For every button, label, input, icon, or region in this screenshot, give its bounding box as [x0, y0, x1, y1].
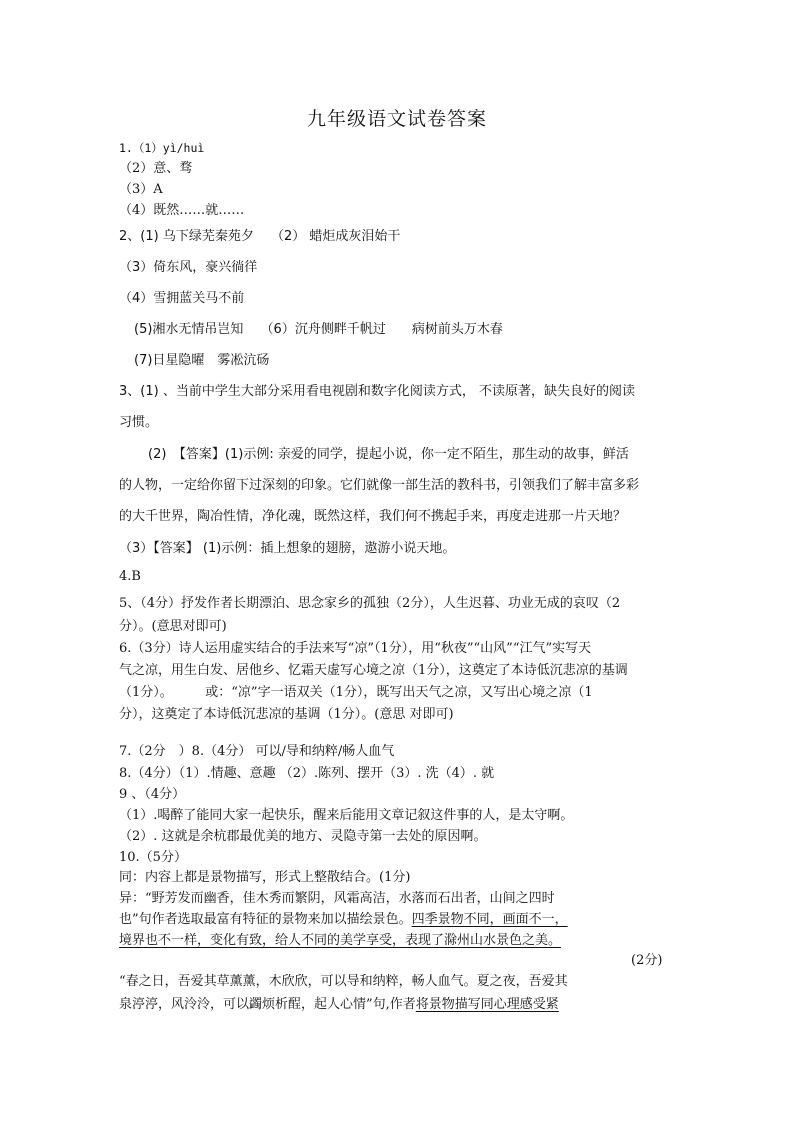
- q10-line-7: “春之日，吾爱其草薰薰，木欣欣，可以导和纳粹，畅人血气。夏之夜，吾爱其: [119, 974, 568, 989]
- q6-line-1: 6.（3分）诗人运用虚实结合的手法来写“凉”（1分），用“秋夜”“山风”“江气”实写天: [119, 641, 592, 656]
- q3-line-3: (2) 【答案】(1)示例: 亲爱的同学，提起小说，你一定不陌生，那生动的故事，鲜活: [148, 447, 629, 462]
- q10-line-8-plain: 泉渟渟，风泠泠，可以蠲烦析酲，起人心情”句,作者: [119, 997, 416, 1012]
- q2-line-4: (5)湘水无情吊岂知 （6）沉舟侧畔千帆过 病树前头万木春: [134, 322, 503, 337]
- q8-line: 8.（4分）（1）.情趣、意趣 （2）.陈列、摆开（3）. 洗（4）. 就: [119, 766, 495, 781]
- q5-line-1: 5、（4分）抒发作者长期漂泊、思念家乡的孤独（2分），人生迟暮、功业无成的哀叹（2: [119, 596, 621, 611]
- q9-line-1: 9 、（4分）: [119, 787, 186, 802]
- q10-line-5: 境界也不一样，变化有致，给人不同的美学享受，表现了滁州山水景色之美。: [119, 933, 562, 948]
- q1-line-3: （3）A: [119, 182, 163, 197]
- q10-line-4-underlined: 四季景物不同，画面不一，: [411, 912, 568, 927]
- q10-line-4-plain: 也”句作者选取最富有特征的景物来加以描绘景色。: [119, 912, 412, 927]
- q10-line-8: [119, 996, 559, 1014]
- q2-line-3: （4）雪拥蓝关马不前: [119, 291, 245, 306]
- q9-line-3: （2）. 这就是余杭郡最优美的地方、灵隐寺第一去处的原因啊。: [119, 829, 487, 844]
- q6-line-4: 分），这奠定了本诗低沉悲凉的基调（1分）。(意思 对即可): [119, 707, 454, 722]
- q2-line-1: 2、(1) 乌下绿芜秦苑夕 （2） 蜡炬成灰泪始干: [119, 229, 401, 244]
- q3-line-4: 的人物，一定给你留下过深刻的印象。它们就像一部生活的教科书，引领我们了解丰富多彩: [119, 478, 640, 493]
- q1-line-2: （2）意、骛: [119, 161, 193, 176]
- q4-line: 4.B: [119, 569, 141, 584]
- q1-line-4: （4）既然……就……: [119, 203, 245, 218]
- q1-line-1: 1.（1）yì/huì: [119, 141, 205, 155]
- q5-line-2: 分）。(意思对即可): [119, 619, 227, 634]
- q10-line-1: 10.（5分）: [119, 850, 187, 865]
- q7-line: 7.（2分 ）8.（4分） 可以/导和纳粹/畅人血气: [119, 744, 395, 759]
- q10-score-note: (2分): [631, 953, 663, 968]
- q10-line-2: 同：内容上都是景物描写，形式上整散结合。(1分): [119, 870, 411, 885]
- q10-line-4: [119, 911, 568, 929]
- q6-line-2: 气之凉，用生白发、居他乡、忆霜天虚写心境之凉（1分），这奠定了本诗低沉悲凉的基调: [119, 663, 628, 678]
- q6-line-3: （1分）。 或：“凉”字一语双关（1分），既写出天气之凉，又写出心境之凉（1: [119, 685, 593, 700]
- q2-line-5: (7)日星隐曜 雾凇沆砀: [134, 353, 270, 368]
- page-title: 九年级语文试卷答案: [306, 108, 487, 130]
- q3-line-5: 的大千世界，陶冶性情，净化魂，既然这样，我们何不携起手来，再度走进那一片天地？: [119, 509, 627, 524]
- q3-line-2: 习惯。: [119, 415, 159, 430]
- q10-line-8-underlined: 将景物描写同心理感受紧: [415, 997, 559, 1012]
- q9-line-2: （1）.喝醉了能同大家一起快乐，醒来后能用文章记叙这件事的人，是太守啊。: [119, 808, 574, 823]
- q10-line-3: 异：“野芳发而幽香，佳木秀而繁阴，风霜高洁，水落而石出者，山间之四时: [119, 891, 555, 906]
- q3-line-1: 3、(1) 、当前中学生大部分采用看电视剧和数字化阅读方式， 不读原著，缺失良好的阅读: [119, 384, 635, 399]
- q3-line-6: （3）【答案】 (1)示例：插上想象的翅膀，遨游小说天地。: [119, 541, 456, 556]
- q2-line-2: （3）倚东风，豪兴徜徉: [119, 260, 258, 275]
